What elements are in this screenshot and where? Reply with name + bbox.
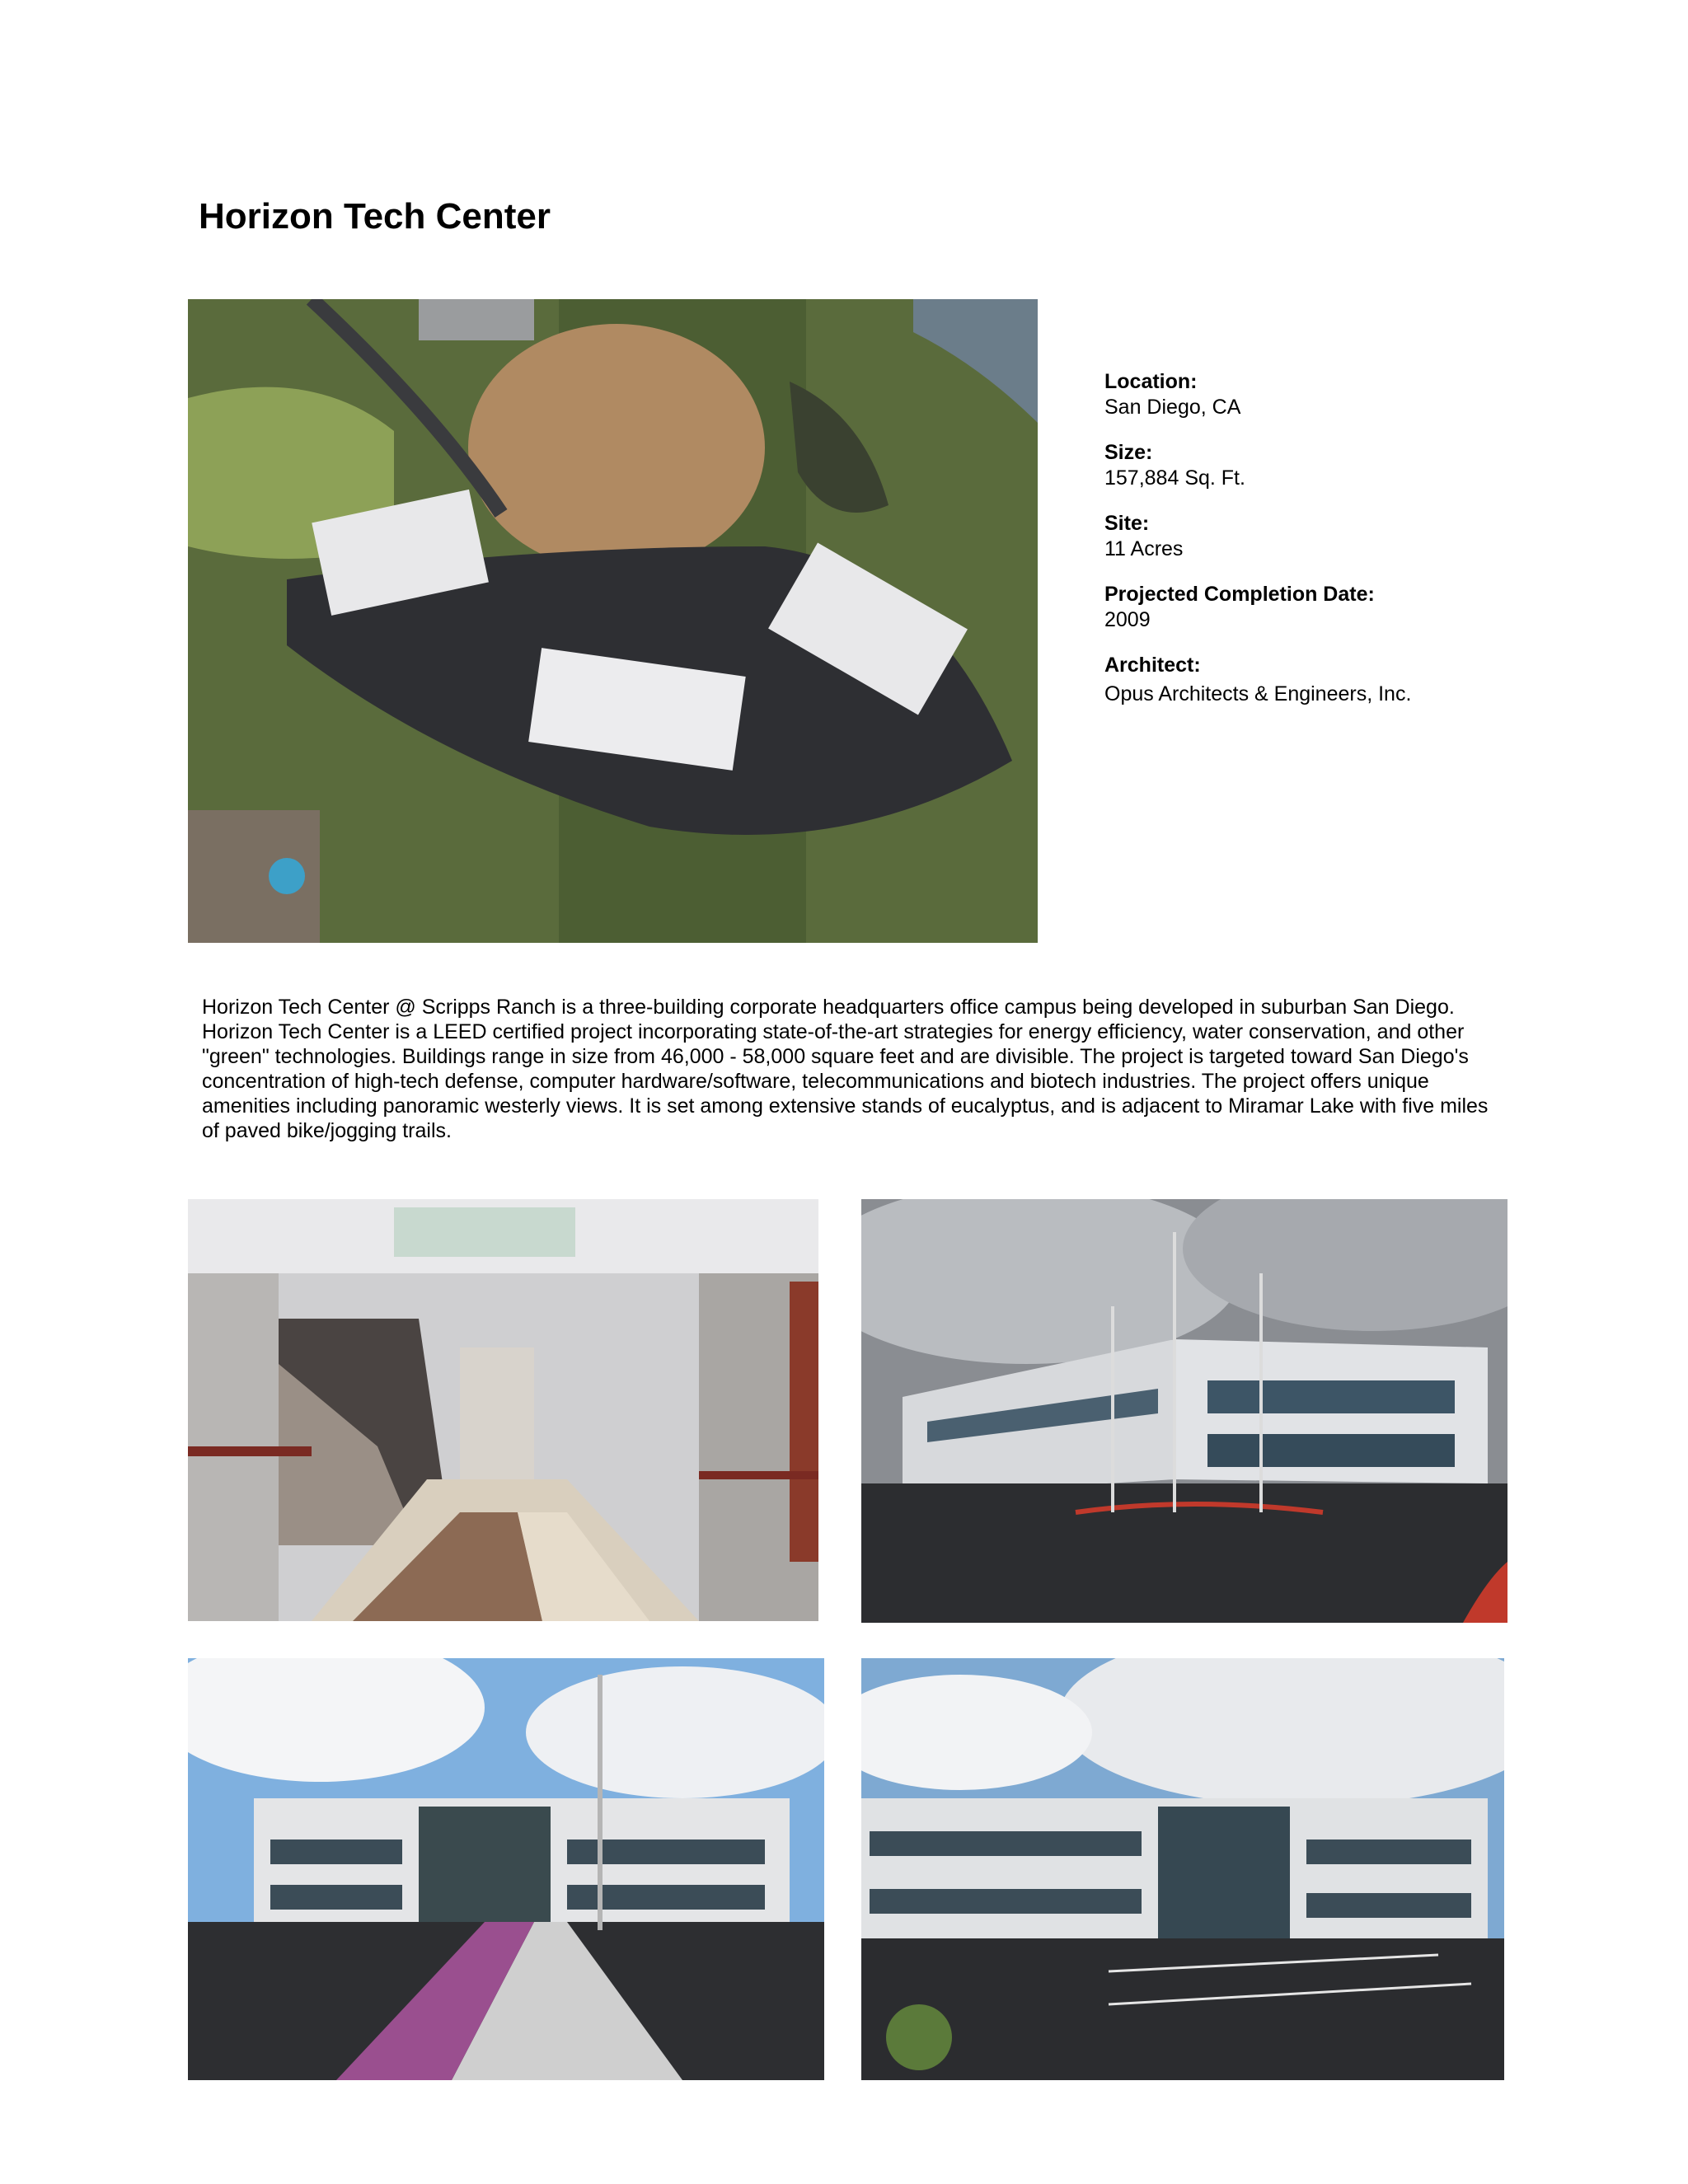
- fact-value: 2009: [1104, 608, 1151, 631]
- aerial-photo: [188, 299, 1038, 943]
- page-title: Horizon Tech Center: [199, 196, 551, 237]
- project-description: Horizon Tech Center @ Scripps Ranch is a three-building corporate headquarters office campus being developed in suburban San Diego. Horizon Tech Center is a LEED certified project incorporating state-of-the-art strategies for energy efficiency, water conservation, and other "green" technologies. Buildings range in size from 46,000 - 58,000 square feet and are divisible. The project is targeted toward San Diego's concentration of high-tech defense, computer hardware/software, telecommunications and biotech industries. The project offers unique amenities including panoramic westerly views. It is set among extensive stands of eucalyptus, and is adjacent to Miramar Lake with five miles of paved bike/jogging trails.: [202, 996, 1489, 1142]
- fact-site: [1104, 511, 1599, 562]
- fact-label: Location:: [1104, 370, 1198, 393]
- fact-value: Opus Architects & Engineers, Inc.: [1104, 682, 1412, 705]
- building-photo-front-angle: [861, 1199, 1507, 1623]
- fact-label: Architect:: [1104, 654, 1201, 677]
- building-photo-walkway: [188, 1658, 824, 2080]
- fact-label: Projected Completion Date:: [1104, 583, 1375, 606]
- lobby-photo: [188, 1199, 818, 1621]
- fact-value: 11 Acres: [1104, 537, 1184, 560]
- fact-label: Site:: [1104, 512, 1150, 535]
- fact-label: Size:: [1104, 441, 1153, 464]
- project-facts: [1104, 369, 1599, 727]
- fact-size: [1104, 440, 1599, 491]
- fact-location: [1104, 369, 1599, 420]
- fact-value: San Diego, CA: [1104, 396, 1241, 419]
- fact-value: 157,884 Sq. Ft.: [1104, 466, 1245, 490]
- fact-completion-date: [1104, 582, 1599, 633]
- building-photo-parking: [861, 1658, 1504, 2080]
- fact-architect: [1104, 653, 1599, 707]
